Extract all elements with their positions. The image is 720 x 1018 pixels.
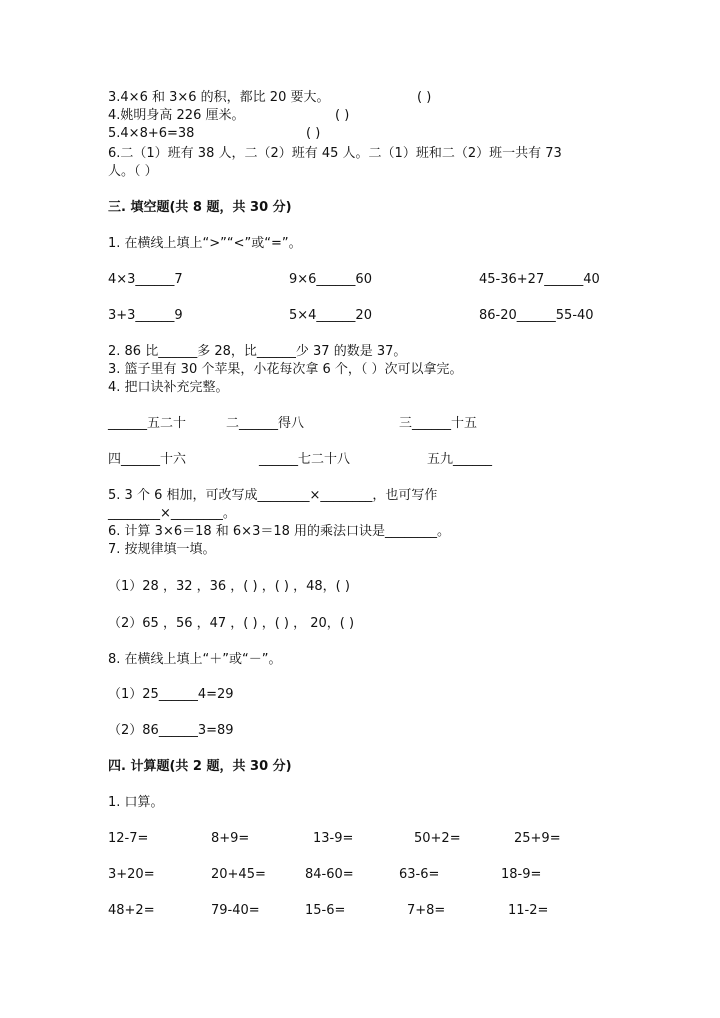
calc-item[interactable]: 12-7= — [108, 831, 149, 846]
rhyme-item[interactable]: ______五二十 — [108, 416, 187, 431]
calc-item[interactable]: 63-6= — [399, 867, 440, 882]
judge-line-6-cont: 人。（ ） — [108, 164, 158, 179]
compare-item[interactable]: 45-36+27______40 — [479, 272, 600, 287]
question-title: 1. 在横线上填上“>”“<”或“=”。 — [108, 236, 302, 251]
sign-item[interactable]: （1）25______4=29 — [108, 687, 234, 702]
sign-item[interactable]: （2）86______3=89 — [108, 723, 234, 738]
compare-item[interactable]: 3+3______9 — [108, 308, 183, 323]
rhyme-item[interactable]: 三______十五 — [399, 416, 478, 431]
compare-item[interactable]: 86-20______55-40 — [479, 308, 594, 323]
section-title-3: 三. 填空题(共 8 题，共 30 分) — [108, 200, 292, 215]
question-3[interactable]: 3. 篮子里有 30 个苹果，小花每次拿 6 个，（ ）次可以拿完。 — [108, 362, 463, 377]
section-title-4: 四. 计算题(共 2 题，共 30 分) — [108, 759, 292, 774]
answer-paren[interactable]: ( ) — [335, 108, 350, 123]
calc-item[interactable]: 48+2= — [108, 903, 155, 918]
calc-item[interactable]: 11-2= — [508, 903, 549, 918]
question-2[interactable]: 2. 86 比______多 28，比______少 37 的数是 37。 — [108, 344, 407, 359]
sequence-row[interactable]: （2）65 ，56 ，47 ，( ) ，( ) ， 20，( ) — [108, 616, 355, 631]
rhyme-item[interactable]: 四______十六 — [108, 452, 187, 467]
calc-item[interactable]: 7+8= — [407, 903, 446, 918]
question-5-cont[interactable]: ________×________。 — [108, 506, 236, 521]
compare-item[interactable]: 5×4______20 — [289, 308, 372, 323]
question-title: 1. 口算。 — [108, 795, 164, 810]
judge-line-4: 4.姚明身高 226 厘米。 — [108, 108, 245, 123]
sequence-row[interactable]: （1）28 ，32 ，36 ，( ) ，( ) ，48，( ) — [108, 579, 350, 594]
question-title: 4. 把口诀补充完整。 — [108, 380, 229, 395]
calc-item[interactable]: 79-40= — [211, 903, 260, 918]
calc-item[interactable]: 8+9= — [211, 831, 250, 846]
calc-item[interactable]: 84-60= — [305, 867, 354, 882]
calc-item[interactable]: 25+9= — [514, 831, 561, 846]
calc-item[interactable]: 20+45= — [211, 867, 266, 882]
rhyme-item[interactable]: 五九______ — [427, 452, 493, 467]
question-5[interactable]: 5. 3 个 6 相加，可改写成________×________，也可写作 — [108, 488, 438, 503]
judge-line-5: 5.4×8+6=38 — [108, 126, 195, 141]
question-6[interactable]: 6. 计算 3×6＝18 和 6×3＝18 用的乘法口诀是________。 — [108, 524, 451, 539]
judge-line-6: 6.二（1）班有 38 人，二（2）班有 45 人。二（1）班和二（2）班一共有 73 — [108, 146, 562, 161]
question-title: 8. 在横线上填上“＋”或“－”。 — [108, 652, 282, 667]
calc-item[interactable]: 3+20= — [108, 867, 155, 882]
answer-paren[interactable]: ( ) — [417, 90, 432, 105]
calc-item[interactable]: 18-9= — [501, 867, 542, 882]
judge-line-3: 3.4×6 和 3×6 的积，都比 20 要大。 — [108, 90, 330, 105]
question-title: 7. 按规律填一填。 — [108, 542, 216, 557]
answer-paren[interactable]: ( ) — [306, 126, 321, 141]
calc-item[interactable]: 15-6= — [305, 903, 346, 918]
calc-item[interactable]: 13-9= — [313, 831, 354, 846]
calc-item[interactable]: 50+2= — [414, 831, 461, 846]
rhyme-item[interactable]: ______七二十八 — [259, 452, 351, 467]
compare-item[interactable]: 4×3______7 — [108, 272, 183, 287]
rhyme-item[interactable]: 二______得八 — [226, 416, 305, 431]
compare-item[interactable]: 9×6______60 — [289, 272, 372, 287]
